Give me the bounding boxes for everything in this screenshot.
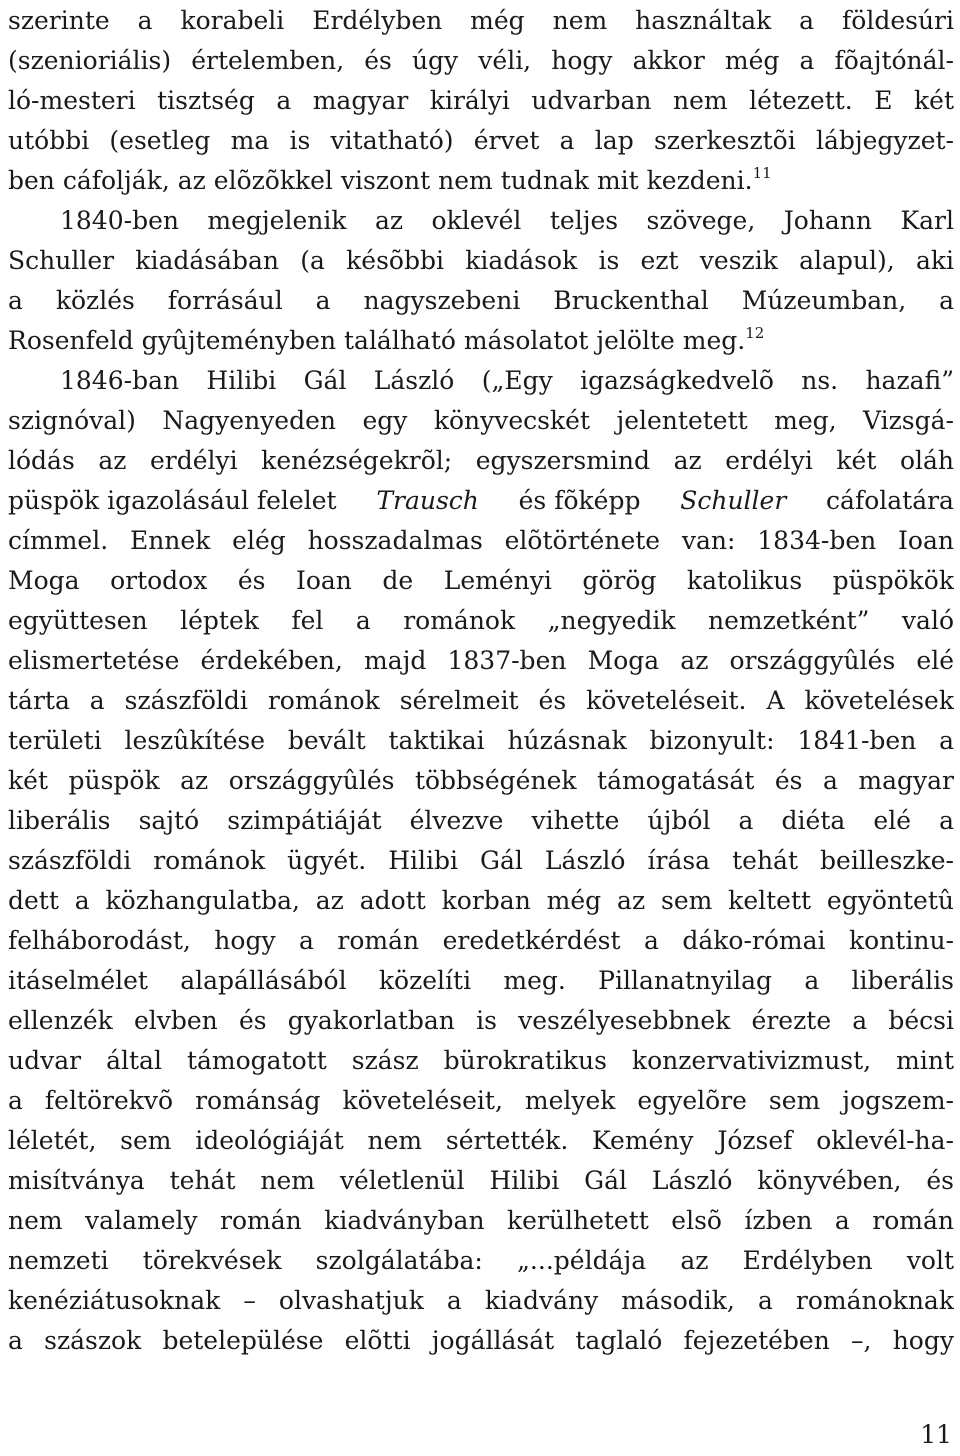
text-line: ben cáfolják, az elõzõkkel viszont nem tudnak mit kezdeni.$^{11}$ [8, 164, 772, 195]
text-line: nemzeti törekvések szolgálatába: „...példája az Erdélyben volt [8, 1246, 954, 1275]
text-line: felháborodást, hogy a román eredetkérdést a dáko-római kontinu- [8, 926, 954, 955]
text-line: 1846-ban Hilibi Gál László („Egy igazságkedvelõ ns. hazafi” [60, 366, 954, 395]
text-line: püspök igazolásául felelet Trausch és fõképp Schuller cáfolatára [8, 480, 954, 521]
text-line: ló-mesteri tisztség a magyar királyi udvarban nem létezett. E két [8, 86, 954, 115]
text-line: utóbbi (esetleg ma is vitatható) érvet a lap szerkesztõi lábjegyzet- [8, 126, 954, 155]
text-line: területi leszûkítése bevált taktikai húzásnak bizonyult: 1841-ben a [8, 726, 954, 755]
italic-name: Trausch [376, 486, 479, 515]
text-line: együttesen léptek fel a románok „negyedik nemzetként” való [8, 606, 954, 635]
text-line: Moga ortodox és Ioan de Leményi görög katolikus püspökök [8, 566, 954, 595]
text-line: elismertetése érdekében, majd 1837-ben Moga az országgyûlés elé [8, 646, 954, 675]
text-line: ellenzék elvben és gyakorlatban is veszélyesebbnek érezte a bécsi [8, 1006, 954, 1035]
text-line: léletét, sem ideológiáját nem sértették. Kemény József oklevél-ha- [8, 1126, 954, 1155]
text-line: dett a közhangulatba, az adott korban még az sem keltett egyöntetû [8, 886, 954, 915]
italic-name: Schuller [680, 486, 787, 515]
text-line: két püspök az országgyûlés többségének támogatását és a magyar [8, 766, 954, 795]
text-line: liberális sajtó szimpátiáját élvezve vihette újból a diéta elé a [8, 806, 954, 835]
text-line: misítványa tehát nem véletlenül Hilibi Gál László könyvében, és [8, 1166, 954, 1195]
text-line: 1840-ben megjelenik az oklevél teljes szövege, Johann Karl [60, 206, 954, 235]
footnote-marker[interactable]: 12 [745, 324, 765, 342]
text-line: Schuller kiadásában (a késõbbi kiadások is ezt veszik alapul), aki [8, 246, 954, 275]
text-line: nem valamely román kiadványban kerülhetett elsõ ízben a román [8, 1206, 954, 1235]
text-line: a feltörekvõ románság követeléseit, melyek egyelõre sem jogszem- [8, 1086, 954, 1115]
text-line: itáselmélet alapállásából közelíti meg. Pillanatnyilag a liberális [8, 966, 954, 995]
text-line: szerinte a korabeli Erdélyben még nem használtak a földesúri [8, 6, 954, 35]
text-line: udvar által támogatott szász bürokratikus konzervativizmust, mint [8, 1046, 954, 1075]
text-line: Rosenfeld gyûjteményben található másolatot jelölte meg.$^{12}$ [8, 324, 765, 355]
text-line: kenéziátusoknak – olvashatjuk a kiadvány második, a románoknak [8, 1286, 954, 1315]
text-line: lódás az erdélyi kenézségekrõl; egyszersmind az erdélyi két oláh [8, 446, 954, 475]
text-line: szignóval) Nagyenyeden egy könyvecskét jelentetett meg, Vizsgá- [8, 406, 954, 435]
text-line: a közlés forrásául a nagyszebeni Bruckenthal Múzeumban, a [8, 286, 954, 315]
text-line: (szenioriális) értelemben, és úgy véli, hogy akkor még a fõajtónál- [8, 46, 954, 75]
page-number: 11 [920, 1420, 952, 1449]
text-line: tárta a szászföldi románok sérelmeit és követeléseit. A követelések [8, 686, 954, 715]
footnote-marker[interactable]: 11 [752, 164, 772, 182]
text-line: címmel. Ennek elég hosszadalmas elõtörténete van: 1834-ben Ioan [8, 526, 954, 555]
text-line: szászföldi románok ügyét. Hilibi Gál László írása tehát beilleszke- [8, 846, 954, 875]
text-line: a szászok betelepülése elõtti jogállását taglaló fejezetében –, hogy [8, 1326, 954, 1355]
